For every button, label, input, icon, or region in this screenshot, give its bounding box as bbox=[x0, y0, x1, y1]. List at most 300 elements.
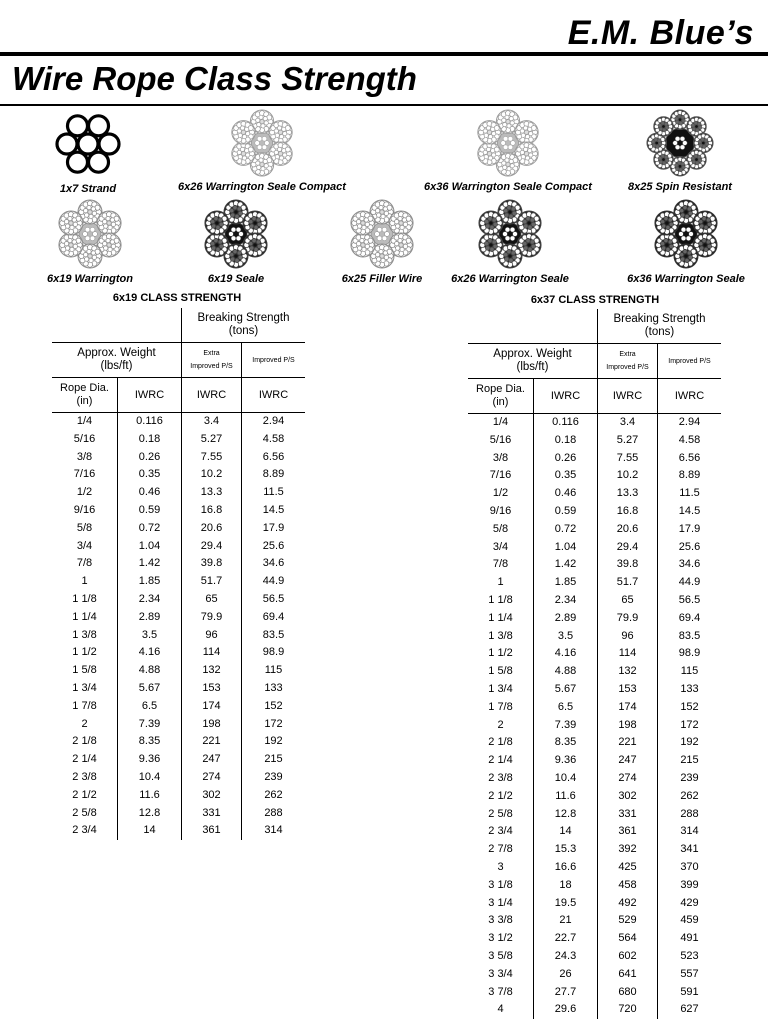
extra-improved-cell: 10.2 bbox=[598, 467, 658, 485]
wire-circle bbox=[685, 258, 689, 262]
wire-circle bbox=[252, 216, 256, 220]
wire-circle bbox=[507, 124, 511, 128]
core-wire bbox=[382, 236, 387, 241]
extra-improved-cell: 458 bbox=[598, 877, 658, 895]
rope-diameter-cell: 1/2 bbox=[52, 484, 118, 502]
table-row bbox=[468, 663, 721, 681]
extra-improved-cell: 174 bbox=[598, 699, 658, 717]
rope-label: 8x25 Spin Resistant bbox=[628, 181, 732, 193]
extra-improved-cell: 3.4 bbox=[182, 413, 242, 431]
improved-cell: 56.5 bbox=[262, 592, 285, 605]
weight-cell: 3.5 bbox=[118, 627, 182, 645]
improved-cell: 14.5 bbox=[262, 503, 285, 516]
core-wire bbox=[93, 232, 98, 237]
table-row bbox=[52, 662, 305, 680]
improved-cell: 4.58 bbox=[678, 433, 701, 446]
rope-diameter-cell: 1 5/8 bbox=[52, 662, 118, 680]
core-wire bbox=[265, 141, 270, 146]
table-row bbox=[52, 769, 305, 787]
improved-cell: 115 bbox=[264, 664, 283, 677]
wire-circle bbox=[526, 238, 530, 242]
wire-circle bbox=[88, 254, 92, 258]
table-6x19 bbox=[52, 308, 305, 840]
extra-improved-cell: 20.6 bbox=[182, 520, 242, 538]
approx-weight-heading: Approx. Weight bbox=[77, 347, 156, 359]
iwrc-heading: IWRC bbox=[242, 378, 306, 413]
core-wire bbox=[505, 236, 510, 241]
table-row bbox=[468, 734, 721, 752]
rope-diameter-cell: 2 5/8 bbox=[468, 806, 534, 824]
wire-circle bbox=[68, 238, 72, 242]
table-row bbox=[52, 609, 305, 627]
core-wire bbox=[257, 145, 262, 150]
core-wire bbox=[686, 227, 691, 232]
table-row bbox=[52, 484, 305, 502]
improved-cell: 8.89 bbox=[262, 468, 285, 481]
improved-cell: 34.6 bbox=[678, 558, 701, 571]
extra-improved-cell: 114 bbox=[182, 644, 242, 662]
rope-diameter-cell: 1 bbox=[468, 574, 534, 592]
wire-circle bbox=[242, 156, 246, 160]
weight-cell: 0.59 bbox=[534, 503, 598, 521]
rope-diameter-cell: 7/8 bbox=[468, 556, 534, 574]
improved-cell: 34.6 bbox=[262, 557, 285, 570]
wire-circle bbox=[362, 247, 366, 251]
approx-weight-heading: Approx. Weight bbox=[493, 348, 572, 360]
improved-cell: 69.4 bbox=[678, 611, 701, 624]
table-row bbox=[468, 485, 721, 503]
rope-diameter-cell: 3 1/2 bbox=[468, 930, 534, 948]
extra-improved-cell: 198 bbox=[598, 717, 658, 735]
wire-circle bbox=[663, 128, 667, 132]
wire-circle bbox=[488, 238, 492, 242]
table-6x19-body bbox=[52, 413, 305, 841]
table-row bbox=[468, 788, 721, 806]
weight-cell: 21 bbox=[534, 912, 598, 930]
extra-improved-cell: 96 bbox=[182, 627, 242, 645]
wire-circle bbox=[684, 210, 688, 214]
rope-cross-section-icon bbox=[52, 108, 124, 180]
wire-circle bbox=[506, 120, 510, 124]
improved-cell: 4.58 bbox=[262, 432, 285, 445]
table-row bbox=[52, 431, 305, 449]
extra-improved-cell: 5.27 bbox=[182, 431, 242, 449]
weight-cell: 19.5 bbox=[534, 895, 598, 913]
rope-diameter-cell: 1/2 bbox=[468, 485, 534, 503]
rope-diameter-cell: 1 5/8 bbox=[468, 663, 534, 681]
improved-cell: 17.9 bbox=[262, 521, 285, 534]
rope-cross-section-icon bbox=[54, 198, 126, 270]
weight-cell: 5.67 bbox=[534, 681, 598, 699]
improved-cell: 591 bbox=[680, 985, 699, 998]
improved-cell: 98.9 bbox=[678, 647, 701, 660]
wire-circle bbox=[362, 225, 366, 229]
improved-cell: 192 bbox=[680, 736, 699, 749]
wire-circle bbox=[683, 249, 687, 253]
rope-diameter-cell: 9/16 bbox=[468, 503, 534, 521]
extra-improved-cell: 79.9 bbox=[182, 609, 242, 627]
extra-improved-cell: 7.55 bbox=[598, 450, 658, 468]
rope-diameter-cell: 3 3/4 bbox=[468, 966, 534, 984]
core-wire bbox=[686, 236, 691, 241]
improved-cell: 115 bbox=[680, 665, 699, 678]
wire-circle bbox=[87, 205, 91, 209]
rope-label: 6x26 Warrington Seale Compact bbox=[178, 181, 346, 193]
rope-dia-unit: (in) bbox=[76, 395, 93, 407]
rope-diameter-cell: 3 5/8 bbox=[468, 948, 534, 966]
weight-cell: 6.5 bbox=[534, 699, 598, 717]
core-wire bbox=[377, 236, 382, 241]
weight-cell: 1.42 bbox=[534, 556, 598, 574]
table-6x37 bbox=[468, 309, 721, 1019]
rope-label: 6x19 Warrington bbox=[47, 273, 133, 285]
rope-diameter-cell: 1 1/8 bbox=[468, 592, 534, 610]
weight-cell: 0.72 bbox=[118, 520, 182, 538]
improved-cell: 239 bbox=[680, 771, 699, 784]
weight-cell: 1.85 bbox=[534, 574, 598, 592]
weight-cell: 0.116 bbox=[118, 413, 182, 431]
extra-improved-cell: 680 bbox=[598, 984, 658, 1002]
core-wire bbox=[683, 141, 688, 146]
wire-circle bbox=[490, 247, 494, 251]
outer-wire bbox=[89, 152, 109, 172]
core-wire bbox=[262, 145, 267, 150]
wire-circle bbox=[241, 152, 245, 156]
improved-cell: 152 bbox=[264, 699, 283, 712]
wire-circle bbox=[216, 225, 220, 229]
improved-cell: 83.5 bbox=[262, 628, 285, 641]
wire-circle bbox=[662, 158, 666, 162]
table-row bbox=[468, 895, 721, 913]
wire-circle bbox=[489, 243, 493, 247]
weight-cell: 29.6 bbox=[534, 1001, 598, 1019]
rope-diameter-cell: 3 bbox=[468, 859, 534, 877]
rope-diameter-cell: 1 1/2 bbox=[468, 645, 534, 663]
wire-circle bbox=[506, 162, 510, 166]
core-wire bbox=[90, 227, 95, 232]
rope-diameter-cell: 7/8 bbox=[52, 555, 118, 573]
table-row bbox=[468, 806, 721, 824]
wire-circle bbox=[523, 147, 527, 151]
core-wire bbox=[508, 136, 513, 141]
rope-diameter-cell: 2 bbox=[468, 717, 534, 735]
extra-improved-cell: 65 bbox=[598, 592, 658, 610]
wire-circle bbox=[665, 243, 669, 247]
extra-improved-cell: 720 bbox=[598, 1001, 658, 1019]
weight-cell: 2.89 bbox=[118, 609, 182, 627]
weight-cell: 0.72 bbox=[534, 521, 598, 539]
wire-circle bbox=[106, 238, 110, 242]
extra-improved-heading: Improved P/S bbox=[190, 363, 233, 370]
wire-circle bbox=[505, 115, 509, 119]
improved-heading: Improved P/S bbox=[668, 357, 711, 365]
outer-wire bbox=[68, 116, 88, 136]
table-row bbox=[52, 698, 305, 716]
weight-cell: 1.42 bbox=[118, 555, 182, 573]
weight-cell: 0.18 bbox=[534, 432, 598, 450]
weight-cell: 4.16 bbox=[534, 645, 598, 663]
wire-circle bbox=[106, 216, 110, 220]
improved-cell: 11.5 bbox=[679, 487, 700, 500]
wire-circle bbox=[523, 126, 527, 130]
wire-circle bbox=[507, 205, 511, 209]
outer-wire bbox=[68, 152, 88, 172]
wire-circle bbox=[88, 210, 92, 214]
outer-wire bbox=[57, 134, 77, 154]
wire-circle bbox=[486, 147, 490, 151]
breaking-strength-heading: Breaking Strength bbox=[197, 312, 290, 324]
weight-cell: 3.5 bbox=[534, 628, 598, 646]
core-wire bbox=[680, 136, 685, 141]
wire-circle bbox=[234, 254, 238, 258]
weight-cell: 2.34 bbox=[534, 592, 598, 610]
rope-diameter-cell: 1 7/8 bbox=[52, 698, 118, 716]
rope-diameter-cell: 1/4 bbox=[468, 414, 534, 432]
extra-improved-cell: 29.4 bbox=[598, 539, 658, 557]
table-row bbox=[468, 877, 721, 895]
wire-circle bbox=[507, 167, 511, 171]
extra-improved-cell: 114 bbox=[598, 645, 658, 663]
wire-circle bbox=[656, 145, 660, 149]
wire-circle bbox=[233, 249, 237, 253]
weight-cell: 26 bbox=[534, 966, 598, 984]
wire-circle bbox=[704, 247, 708, 251]
improved-cell: 262 bbox=[264, 788, 283, 801]
extra-improved-cell: 174 bbox=[182, 698, 242, 716]
extra-improved-cell: 247 bbox=[182, 751, 242, 769]
rope-diameter-cell: 2 3/4 bbox=[52, 822, 118, 840]
weight-cell: 10.4 bbox=[534, 770, 598, 788]
core-wire bbox=[510, 236, 515, 241]
rope-dia-heading: Rope Dia. bbox=[60, 382, 109, 394]
extra-heading: Extra bbox=[619, 351, 636, 358]
improved-cell: 152 bbox=[680, 700, 699, 713]
weight-cell: 15.3 bbox=[534, 841, 598, 859]
extra-improved-cell: 529 bbox=[598, 912, 658, 930]
core-wire bbox=[377, 227, 382, 232]
wire-circle bbox=[655, 141, 659, 145]
weight-cell: 14 bbox=[118, 822, 182, 840]
wire-circle bbox=[361, 243, 365, 247]
wire-circle bbox=[527, 221, 531, 225]
weight-cell: 22.7 bbox=[534, 930, 598, 948]
wire-circle bbox=[679, 168, 683, 172]
wire-circle bbox=[379, 205, 383, 209]
table-row bbox=[468, 717, 721, 735]
rope-diameter-cell: 2 3/4 bbox=[468, 823, 534, 841]
weight-cell: 8.35 bbox=[534, 734, 598, 752]
core-wire bbox=[513, 232, 518, 237]
weight-cell: 12.8 bbox=[534, 806, 598, 824]
rope-diameter-cell: 3 1/4 bbox=[468, 895, 534, 913]
extra-improved-cell: 564 bbox=[598, 930, 658, 948]
wire-circle bbox=[399, 221, 403, 225]
header-rule bbox=[0, 52, 768, 56]
rope-diameter-cell: 1 3/4 bbox=[52, 680, 118, 698]
table-row bbox=[52, 591, 305, 609]
wire-circle bbox=[70, 247, 74, 251]
rope-diameter-cell: 3/8 bbox=[52, 449, 118, 467]
weight-cell: 12.8 bbox=[118, 805, 182, 823]
extra-improved-cell: 274 bbox=[598, 770, 658, 788]
core-wire bbox=[262, 136, 267, 141]
iwrc-heading: IWRC bbox=[598, 379, 658, 414]
wire-circle bbox=[696, 161, 700, 165]
wire-circle bbox=[525, 135, 529, 139]
extra-improved-cell: 7.55 bbox=[182, 449, 242, 467]
rope-diameter-cell: 5/16 bbox=[468, 432, 534, 450]
weight-cell: 0.35 bbox=[534, 467, 598, 485]
rope-diameter-cell: 2 1/4 bbox=[468, 752, 534, 770]
center-wire bbox=[78, 134, 98, 154]
table-row bbox=[468, 930, 721, 948]
rope-diameter-cell: 2 1/8 bbox=[52, 733, 118, 751]
rope-diameter-cell: 2 bbox=[52, 716, 118, 734]
wire-circle bbox=[490, 225, 494, 229]
improved-cell: 523 bbox=[680, 949, 699, 962]
extra-improved-cell: 221 bbox=[598, 734, 658, 752]
rope-diameter-cell: 1/4 bbox=[52, 413, 118, 431]
extra-improved-cell: 16.8 bbox=[182, 502, 242, 520]
outer-wire bbox=[89, 116, 109, 136]
wire-circle bbox=[665, 221, 669, 225]
wire-circle bbox=[214, 238, 218, 242]
wire-circle bbox=[507, 249, 511, 253]
improved-cell: 459 bbox=[680, 914, 699, 927]
wire-circle bbox=[240, 126, 244, 130]
wire-circle bbox=[488, 216, 492, 220]
table-row bbox=[468, 556, 721, 574]
weight-cell: 0.59 bbox=[118, 502, 182, 520]
iwrc-heading: IWRC bbox=[658, 379, 722, 414]
core-wire bbox=[229, 232, 234, 237]
improved-cell: 399 bbox=[680, 878, 699, 891]
wire-circle bbox=[379, 249, 383, 253]
wire-circle bbox=[701, 138, 705, 142]
wire-circle bbox=[380, 254, 384, 258]
wire-circle bbox=[487, 152, 491, 156]
wire-circle bbox=[684, 254, 688, 258]
wire-circle bbox=[261, 124, 265, 128]
rope-diameter-cell: 3/8 bbox=[468, 450, 534, 468]
core-wire bbox=[689, 232, 694, 237]
table-row bbox=[52, 822, 305, 840]
extra-improved-cell: 361 bbox=[182, 822, 242, 840]
core-wire bbox=[680, 145, 685, 150]
extra-improved-cell: 331 bbox=[182, 805, 242, 823]
core-wire bbox=[385, 232, 390, 237]
improved-cell: 288 bbox=[264, 806, 283, 819]
core-wire bbox=[503, 145, 508, 150]
extra-improved-cell: 51.7 bbox=[182, 573, 242, 591]
lbs-ft-heading: (lbs/ft) bbox=[100, 360, 133, 372]
wire-circle bbox=[486, 126, 490, 130]
wire-circle bbox=[261, 167, 265, 171]
extra-improved-cell: 39.8 bbox=[598, 556, 658, 574]
core-wire bbox=[85, 227, 90, 232]
table-row bbox=[468, 948, 721, 966]
wire-circle bbox=[234, 210, 238, 214]
wire-circle bbox=[253, 243, 257, 247]
core-wire bbox=[83, 232, 88, 237]
improved-cell: 69.4 bbox=[262, 610, 285, 623]
core-wire bbox=[382, 227, 387, 232]
extra-improved-cell: 65 bbox=[182, 591, 242, 609]
core-wire bbox=[681, 227, 686, 232]
rope-diameter-cell: 5/8 bbox=[468, 521, 534, 539]
wire-circle bbox=[400, 247, 404, 251]
core-wire bbox=[255, 141, 260, 146]
core-wire bbox=[236, 227, 241, 232]
rope-diameter-cell: 1 1/4 bbox=[52, 609, 118, 627]
weight-cell: 4.88 bbox=[534, 663, 598, 681]
extra-improved-cell: 274 bbox=[182, 769, 242, 787]
rope-diameter-cell: 3 3/8 bbox=[468, 912, 534, 930]
improved-cell: 17.9 bbox=[678, 522, 701, 535]
wire-circle bbox=[488, 156, 492, 160]
rope-diameter-cell: 2 1/8 bbox=[468, 734, 534, 752]
wire-circle bbox=[253, 221, 257, 225]
extra-improved-cell: 39.8 bbox=[182, 555, 242, 573]
core-wire bbox=[511, 141, 516, 146]
rope-figure-1x7 bbox=[0, 108, 188, 195]
wire-circle bbox=[694, 121, 698, 125]
wire-circle bbox=[703, 221, 707, 225]
core-wire bbox=[673, 141, 678, 146]
core-wire bbox=[505, 227, 510, 232]
improved-cell: 6.56 bbox=[262, 450, 285, 463]
wire-circle bbox=[527, 243, 531, 247]
rope-diameter-cell: 9/16 bbox=[52, 502, 118, 520]
table-row bbox=[468, 450, 721, 468]
extra-improved-heading: Improved P/S bbox=[606, 364, 649, 371]
rope-cross-section-icon bbox=[650, 198, 722, 270]
improved-cell: 6.56 bbox=[678, 451, 701, 464]
wire-circle bbox=[235, 214, 239, 218]
wire-circle bbox=[666, 225, 670, 229]
table-row bbox=[52, 644, 305, 662]
wire-circle bbox=[279, 135, 283, 139]
improved-cell: 239 bbox=[264, 770, 283, 783]
weight-cell: 0.46 bbox=[534, 485, 598, 503]
improved-cell: 2.94 bbox=[678, 416, 701, 428]
weight-cell: 0.46 bbox=[118, 484, 182, 502]
extra-improved-cell: 3.4 bbox=[598, 414, 658, 432]
table-6x37-title: 6x37 CLASS STRENGTH bbox=[530, 294, 660, 306]
wire-circle bbox=[662, 125, 666, 129]
improved-cell: 215 bbox=[680, 754, 699, 767]
improved-cell: 215 bbox=[264, 753, 283, 766]
table-row bbox=[52, 502, 305, 520]
table-6x19-title: 6x19 CLASS STRENGTH bbox=[112, 292, 242, 304]
core-wire bbox=[503, 232, 508, 237]
wire-circle bbox=[400, 225, 404, 229]
core-wire bbox=[681, 236, 686, 241]
improved-cell: 56.5 bbox=[678, 593, 701, 606]
table-row bbox=[52, 805, 305, 823]
wire-circle bbox=[254, 247, 258, 251]
weight-cell: 2.34 bbox=[118, 591, 182, 609]
weight-cell: 14 bbox=[534, 823, 598, 841]
weight-cell: 0.35 bbox=[118, 466, 182, 484]
wire-circle bbox=[360, 238, 364, 242]
improved-cell: 11.5 bbox=[263, 486, 284, 499]
rope-label: 6x36 Warrington Seale bbox=[627, 273, 745, 285]
wire-circle bbox=[399, 243, 403, 247]
wire-circle bbox=[233, 205, 237, 209]
wire-circle bbox=[702, 238, 706, 242]
core-wire bbox=[501, 141, 506, 146]
